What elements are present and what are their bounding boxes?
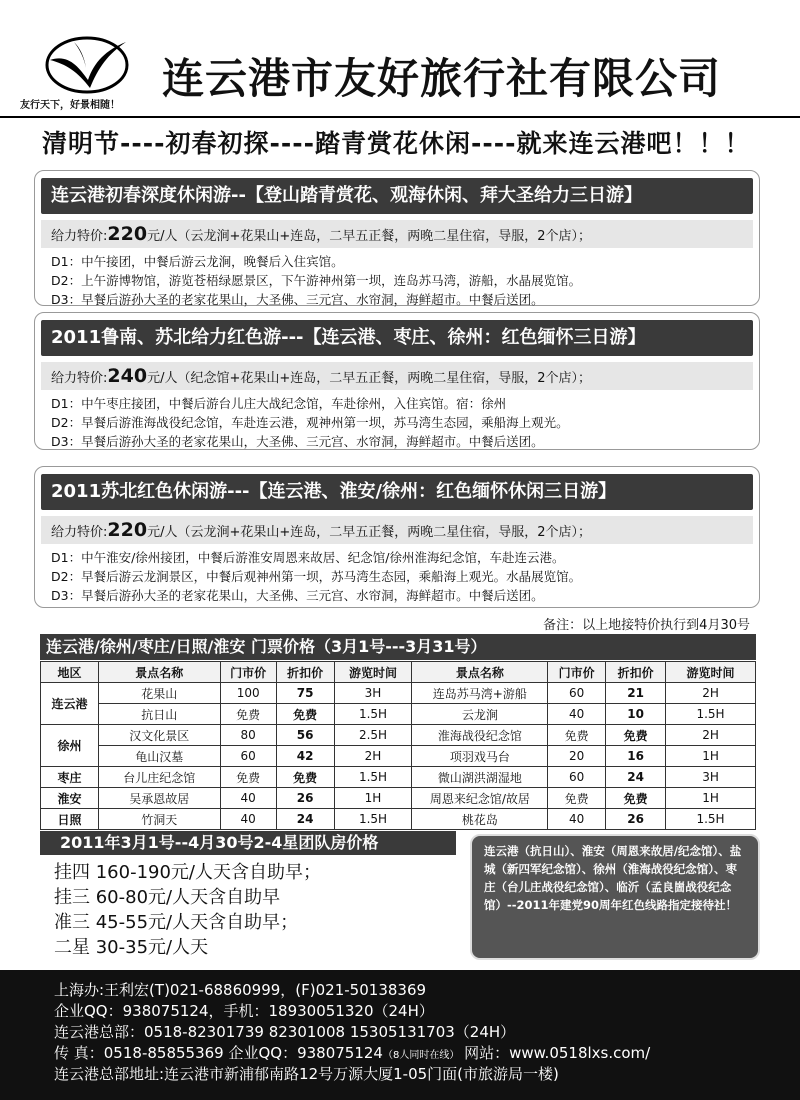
region-cell: 日照 [41, 809, 99, 830]
col-header: 折扣价 [606, 662, 666, 683]
spot-cell: 汉文化景区 [98, 725, 220, 746]
table-row [41, 746, 756, 767]
region-cell: 连云港 [41, 683, 99, 725]
itinerary-day: D2：上午游博物馆，游览苍梧绿愿景区，下午游神州第一坝，连岛苏马湾，游船，水晶展览馆。 [51, 273, 582, 288]
price-cell: 免费 [220, 704, 276, 725]
spot-cell: 项羽戏马台 [412, 746, 548, 767]
time-cell: 2H [334, 746, 412, 767]
price-details: 元/人（云龙涧+花果山+连岛，二早五正餐，两晚二星住宿，导服，2个店）； [147, 229, 591, 244]
price-cell: 免费 [548, 725, 606, 746]
fax-website [54, 1043, 800, 1064]
time-cell: 1.5H [334, 767, 412, 788]
room-price-item: 准三 45-55元/人天含自助早； [54, 912, 299, 933]
price-cell: 100 [220, 683, 276, 704]
itinerary-day: D3：早餐后游孙大圣的老家花果山，大圣佛、三元宫、水帘洞，海鲜超市。中餐后送团。 [51, 588, 544, 603]
time-cell: 1.5H [334, 704, 412, 725]
time-cell: 3H [666, 767, 756, 788]
spot-cell: 龟山汉墓 [98, 746, 220, 767]
tour-card-1 [34, 170, 760, 306]
table-row [41, 704, 756, 725]
col-header: 景点名称 [98, 662, 220, 683]
spot-cell: 淮海战役纪念馆 [412, 725, 548, 746]
itinerary [35, 544, 759, 605]
discount-cell: 免费 [606, 788, 666, 809]
price-cell: 80 [220, 725, 276, 746]
tour-price-row [41, 362, 753, 390]
room-price-item: 挂四 160-190元/人天含自助早； [54, 862, 321, 883]
discount-cell: 42 [276, 746, 334, 767]
price-cell: 60 [548, 767, 606, 788]
spot-cell: 抗日山 [98, 704, 220, 725]
swallow-logo-icon [44, 32, 130, 94]
discount-cell: 10 [606, 704, 666, 725]
discount-cell: 24 [276, 809, 334, 830]
discount-cell: 26 [276, 788, 334, 809]
slogan: 友行天下，好景相随！ [20, 100, 120, 111]
price-label: 给力特价: [51, 371, 108, 386]
table-row [41, 725, 756, 746]
contact-footer [0, 970, 800, 1100]
col-header: 门市价 [548, 662, 606, 683]
tour-card-3 [34, 466, 760, 608]
shanghai-office: 上海办:王利宏(T)021-68860999，(F)021-50138369 [54, 981, 427, 999]
itinerary-day: D1：中午枣庄接团，中餐后游台儿庄大战纪念馆，车赴徐州，入住宾馆。宿：徐州 [51, 396, 507, 411]
price-cell: 40 [220, 788, 276, 809]
discount-cell: 75 [276, 683, 334, 704]
fax-qq: 传 真：0518-85855369 企业QQ：938075124 [54, 1044, 383, 1062]
website: 网站：www.0518lxs.com/ [459, 1044, 651, 1062]
tour-title: 连云港初春深度休闲游--【登山踏青赏花、观海休闲、拜大圣给力三日游】 [41, 178, 753, 214]
time-cell: 1.5H [666, 809, 756, 830]
price-value: 220 [107, 223, 148, 245]
itinerary-day: D3：早餐后游孙大圣的老家花果山，大圣佛、三元宫、水帘洞，海鲜超市。中餐后送团。 [51, 434, 544, 449]
room-price-list [54, 860, 321, 960]
time-cell: 1H [334, 788, 412, 809]
price-cell: 20 [548, 746, 606, 767]
discount-cell: 21 [606, 683, 666, 704]
itinerary-day: D3：早餐后游孙大圣的老家花果山，大圣佛、三元宫、水帘洞，海鲜超市。中餐后送团。 [51, 292, 544, 307]
ticket-price-table [40, 661, 756, 830]
price-value: 240 [107, 365, 148, 387]
time-cell: 2H [666, 683, 756, 704]
time-cell: 1H [666, 788, 756, 809]
discount-cell: 免费 [276, 767, 334, 788]
tour-price-row [41, 516, 753, 544]
discount-cell: 16 [606, 746, 666, 767]
price-cell: 免费 [548, 788, 606, 809]
price-cell: 40 [220, 809, 276, 830]
price-details: 元/人（纪念馆+花果山+连岛，二早五正餐，两晚二星住宿，导服，2个店）； [147, 371, 591, 386]
itinerary-day: D2：早餐后游云龙涧景区，中餐后观神州第一坝，苏马湾生态园，乘船海上观光。水晶展览馆。 [51, 569, 582, 584]
price-validity-note: 备注：以上地接特价执行到4月30号 [543, 618, 750, 633]
price-cell: 40 [548, 809, 606, 830]
region-cell: 枣庄 [41, 767, 99, 788]
table-row [41, 788, 756, 809]
table-row [41, 683, 756, 704]
region-cell: 徐州 [41, 725, 99, 767]
discount-cell: 56 [276, 725, 334, 746]
tour-title: 2011苏北红色休闲游---【连云港、淮安/徐州：红色缅怀休闲三日游】 [41, 474, 753, 510]
itinerary [35, 248, 759, 309]
ticket-table-title: 连云港/徐州/枣庄/日照/淮安 门票价格（3月1号---3月31号） [40, 634, 756, 660]
promo-banner: 清明节----初春初探----踏青赏花休闲----就来连云港吧！！！ [42, 129, 751, 158]
tour-price-row [41, 220, 753, 248]
spot-cell: 微山湖洪湖湿地 [412, 767, 548, 788]
col-header: 景点名称 [412, 662, 548, 683]
itinerary-day: D1：中午接团，中餐后游云龙涧，晚餐后入住宾馆。 [51, 254, 344, 269]
itinerary-day: D1：中午淮安/徐州接团，中餐后游淮安周恩来故居、纪念馆/徐州淮海纪念馆，车赴连云港。 [51, 550, 565, 565]
company-name: 连云港市友好旅行社有限公司 [162, 54, 722, 103]
spot-cell: 花果山 [98, 683, 220, 704]
price-details: 元/人（云龙涧+花果山+连岛，二早五正餐，两晚二星住宿，导服，2个店）； [147, 525, 591, 540]
table-header-row [41, 662, 756, 683]
col-header: 游览时间 [334, 662, 412, 683]
spot-cell: 台儿庄纪念馆 [98, 767, 220, 788]
time-cell: 2.5H [334, 725, 412, 746]
time-cell: 1H [666, 746, 756, 767]
hq-address: 连云港总部地址:连云港市新浦郁南路12号万源大厦1-05门面(市旅游局一楼) [54, 1065, 559, 1083]
price-cell: 60 [220, 746, 276, 767]
spot-cell: 桃花岛 [412, 809, 548, 830]
price-value: 220 [107, 519, 148, 541]
col-header: 地区 [41, 662, 99, 683]
spot-cell: 云龙涧 [412, 704, 548, 725]
spot-cell: 吴承恩故居 [98, 788, 220, 809]
price-cell: 免费 [220, 767, 276, 788]
time-cell: 3H [334, 683, 412, 704]
price-label: 给力特价: [51, 229, 108, 244]
itinerary-day: D2：早餐后游淮海战役纪念馆，车赴连云港，观神州第一坝，苏马湾生态园，乘船海上观光。 [51, 415, 569, 430]
qq-mobile: 企业QQ：938075124，手机：18930051320（24H） [54, 1002, 434, 1020]
room-price-item: 挂三 60-80元/人天含自助早 [54, 887, 281, 908]
hq-phone: 连云港总部：0518-82301739 82301008 15305131703（24H） [54, 1023, 516, 1041]
discount-cell: 免费 [606, 725, 666, 746]
discount-cell: 26 [606, 809, 666, 830]
tour-card-2 [34, 312, 760, 450]
spot-cell: 连岛苏马湾+游船 [412, 683, 548, 704]
region-cell: 淮安 [41, 788, 99, 809]
col-header: 折扣价 [276, 662, 334, 683]
itinerary [35, 390, 759, 451]
time-cell: 1.5H [334, 809, 412, 830]
table-row [41, 809, 756, 830]
price-label: 给力特价: [51, 525, 108, 540]
discount-cell: 24 [606, 767, 666, 788]
price-cell: 60 [548, 683, 606, 704]
spot-cell: 周恩来纪念馆/故居 [412, 788, 548, 809]
table-row [41, 767, 756, 788]
online-note: （8人同时在线） [382, 1050, 460, 1061]
col-header: 游览时间 [666, 662, 756, 683]
time-cell: 2H [666, 725, 756, 746]
discount-cell: 免费 [276, 704, 334, 725]
room-price-item: 二星 30-35元/人天 [54, 937, 209, 958]
price-cell: 40 [548, 704, 606, 725]
time-cell: 1.5H [666, 704, 756, 725]
page-header [0, 0, 800, 118]
red-route-note: 连云港（抗日山）、淮安（周恩来故居/纪念馆）、盐城（新四军纪念馆）、徐州（淮海战役纪念馆）、枣庄（台儿庄战役纪念馆）、临沂（孟良崮战役纪念馆）--2011年建党90周年红色线路指定接待社！ [470, 834, 760, 960]
room-price-title: 2011年3月1号--4月30号2-4星团队房价格 [40, 831, 456, 855]
col-header: 门市价 [220, 662, 276, 683]
tour-title: 2011鲁南、苏北给力红色游---【连云港、枣庄、徐州：红色缅怀三日游】 [41, 320, 753, 356]
spot-cell: 竹洞天 [98, 809, 220, 830]
